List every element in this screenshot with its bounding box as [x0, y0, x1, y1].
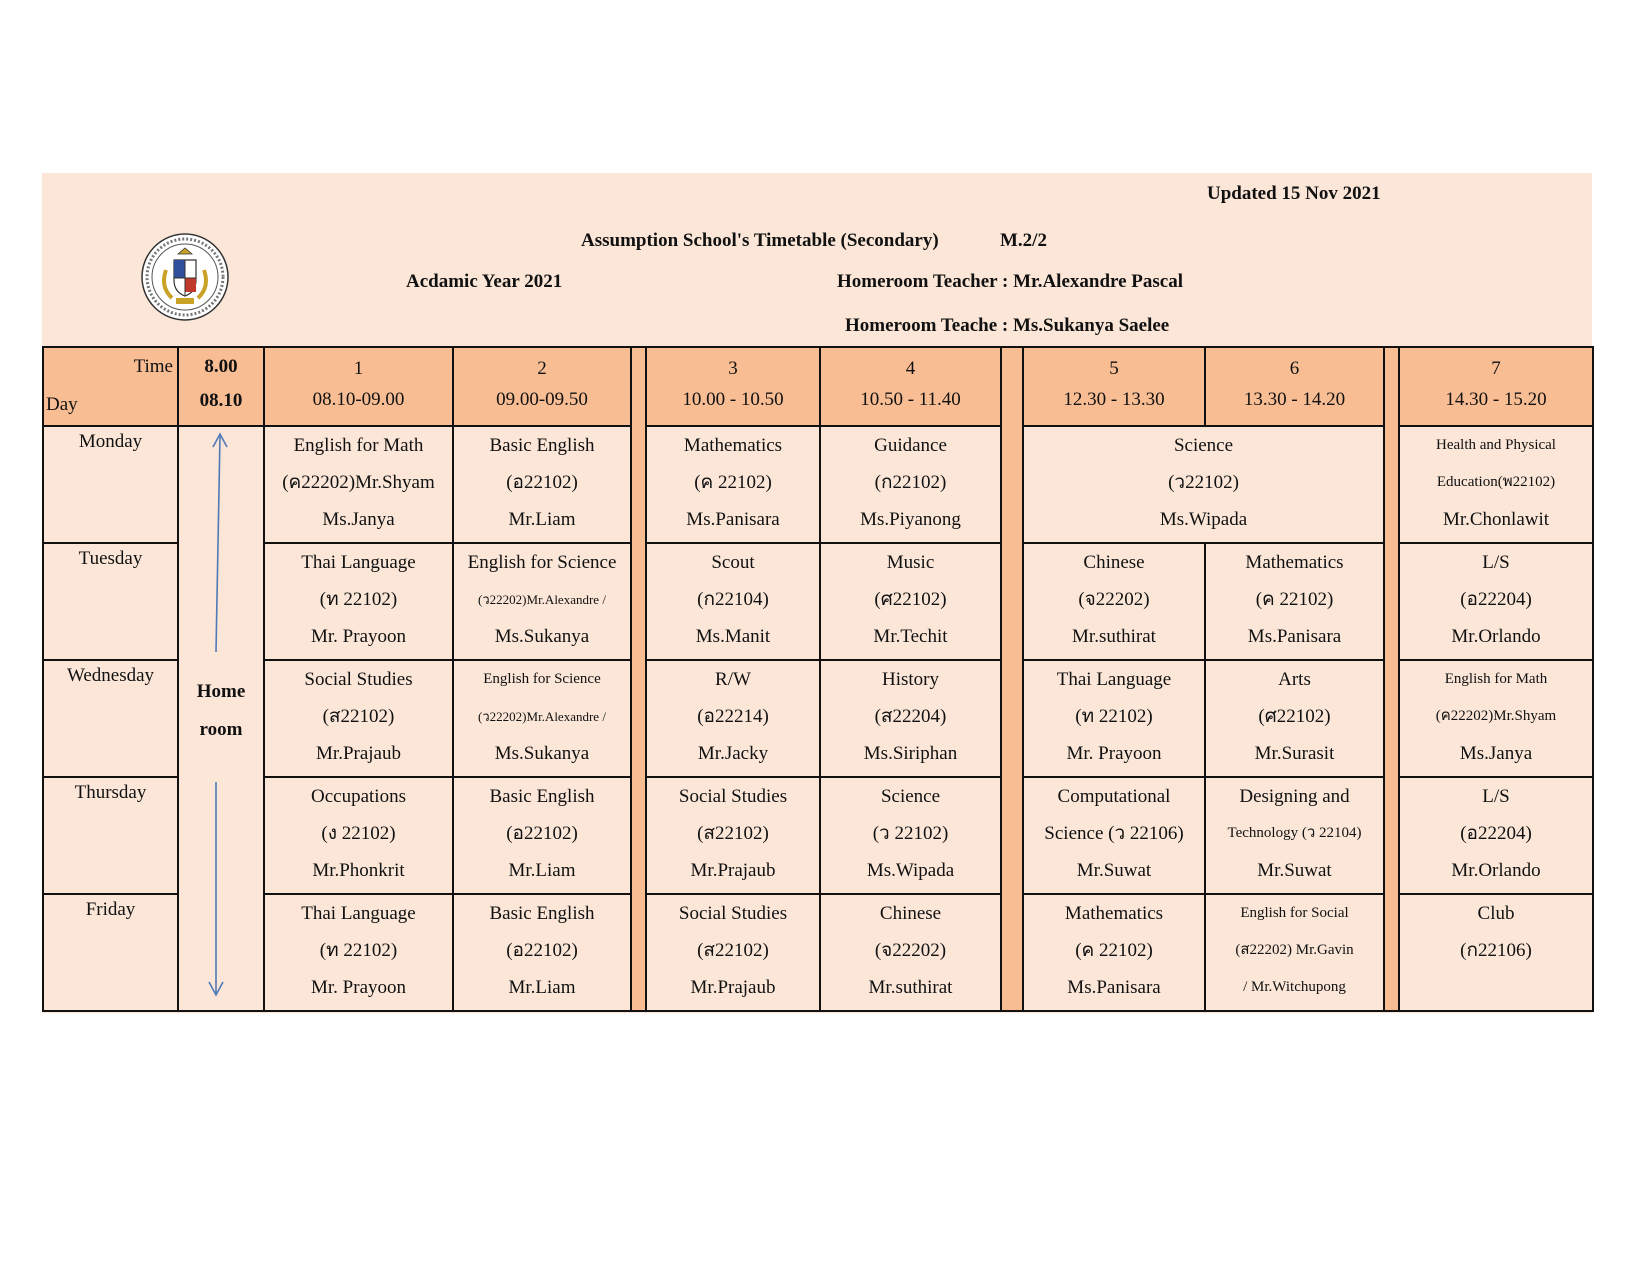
cell-wednesday-p3	[646, 660, 820, 777]
cell-monday-p5-p6	[1023, 426, 1384, 543]
course-code: (ก22102)	[874, 472, 947, 493]
subject: English for Science	[467, 552, 617, 573]
cell-thursday-p6	[1205, 777, 1384, 894]
row-wednesday	[43, 660, 1593, 777]
subject: Designing and	[1239, 786, 1350, 807]
course-code: (ส22204)	[874, 706, 947, 727]
homeroom-time-header	[178, 347, 264, 426]
lunch-gap	[1001, 347, 1023, 1011]
course-code: (ศ22102)	[874, 589, 947, 610]
course-code: (จ22202)	[1078, 589, 1150, 610]
period-header-3	[646, 347, 820, 426]
teacher: Ms.Siriphan	[863, 743, 958, 764]
teacher: Mr. Prayoon	[1066, 743, 1162, 764]
cell-tuesday-p6	[1205, 543, 1384, 660]
cell-monday-p3	[646, 426, 820, 543]
cell-wednesday-p5	[1023, 660, 1205, 777]
day-name	[43, 426, 178, 543]
course-code: (อ22102)	[506, 472, 578, 493]
course-code: Technology (ว 22104)	[1227, 825, 1362, 841]
period-time: 09.00-09.50	[496, 389, 588, 410]
cell-wednesday-p1	[264, 660, 453, 777]
period-time: 14.30 - 15.20	[1445, 389, 1547, 410]
cell-wednesday-p7	[1399, 660, 1593, 777]
subject: Mathematics	[1064, 903, 1164, 924]
teacher: Mr.Chonlawit	[1442, 509, 1550, 530]
cell-friday-p3	[646, 894, 820, 1011]
subject: English for Social	[1240, 905, 1349, 921]
homeroom-start: 8.00	[204, 356, 238, 377]
subject: Thai Language	[301, 903, 416, 924]
timetable	[42, 346, 1594, 1012]
cell-monday-p2	[453, 426, 631, 543]
course-code: (ค 22102)	[1255, 589, 1334, 610]
teacher: Mr.suthirat	[868, 977, 953, 998]
course-code: (ส22202) Mr.Gavin	[1235, 942, 1354, 958]
course-code: Education(พ22102)	[1436, 474, 1556, 490]
cell-thursday-p5	[1023, 777, 1205, 894]
subject: Basic English	[489, 903, 595, 924]
period-number: 4	[905, 358, 916, 379]
teacher: Ms.Janya	[322, 509, 395, 530]
subject: L/S	[1482, 786, 1510, 807]
day-name	[43, 543, 178, 660]
teacher: Mr.Phonkrit	[312, 860, 405, 881]
teacher: Ms.Wipada	[1159, 509, 1248, 530]
teacher: Ms.Sukanya	[494, 626, 590, 647]
subject: L/S	[1482, 552, 1510, 573]
cell-friday-p5	[1023, 894, 1205, 1011]
course-code: (อ22102)	[506, 823, 578, 844]
cell-friday-p2	[453, 894, 631, 1011]
teacher: Ms.Wipada	[866, 860, 955, 881]
period-number: 1	[353, 358, 364, 379]
subject: Chinese	[1083, 552, 1145, 573]
teacher: / Mr.Witchupong	[1243, 979, 1346, 995]
subject: Scout	[711, 552, 755, 573]
cell-tuesday-p1	[264, 543, 453, 660]
cell-friday-p1	[264, 894, 453, 1011]
homeroom-word-1: Home	[196, 681, 246, 702]
course-code: (จ22202)	[874, 940, 947, 961]
homeroom-teacher-1: Homeroom Teacher : Mr.Alexandre Pascal	[837, 271, 1183, 292]
cell-tuesday-p7	[1399, 543, 1593, 660]
teacher: Ms.Piyanong	[860, 509, 961, 530]
teacher: Mr.suthirat	[1072, 626, 1156, 647]
academic-year: Acdamic Year 2021	[406, 271, 563, 292]
subject: Health and Physical	[1436, 437, 1556, 453]
row-thursday	[43, 777, 1593, 894]
subject: Social Studies	[678, 786, 788, 807]
course-code: (ค 22102)	[1075, 940, 1153, 961]
teacher: Mr.Prajaub	[690, 860, 776, 881]
row-friday	[43, 894, 1593, 1011]
cell-tuesday-p3	[646, 543, 820, 660]
row-tuesday	[43, 543, 1593, 660]
cell-friday-p7	[1399, 894, 1593, 1011]
course-code: (ก22104)	[697, 589, 769, 610]
subject: Guidance	[874, 435, 947, 456]
period-time: 13.30 - 14.20	[1243, 389, 1346, 410]
period-number: 5	[1109, 358, 1119, 379]
course-code: (ว 22102)	[872, 823, 949, 844]
course-code: (ค22202)Mr.Shyam	[282, 472, 435, 493]
course-code: (อ22214)	[697, 706, 769, 727]
course-code: (ว22202)Mr.Alexandre /	[478, 709, 606, 724]
subject: Social Studies	[304, 669, 413, 690]
course-code: (ท 22102)	[319, 940, 398, 961]
day-label: Friday	[85, 899, 136, 920]
teacher: Mr.Liam	[508, 860, 576, 881]
cell-monday-p7	[1399, 426, 1593, 543]
teacher: Mr.Orlando	[1451, 626, 1541, 647]
course-code: (อ22204)	[1460, 589, 1532, 610]
day-name	[43, 660, 178, 777]
subject: Club	[1477, 903, 1515, 924]
teacher: Ms.Panisara	[1247, 626, 1342, 647]
period-header-1	[264, 347, 453, 426]
teacher: Mr.Liam	[508, 977, 576, 998]
cell-thursday-p3	[646, 777, 820, 894]
period-number: 2	[537, 358, 547, 379]
cell-friday-p6	[1205, 894, 1384, 1011]
subject: Thai Language	[301, 552, 416, 573]
subject: Social Studies	[678, 903, 788, 924]
subject: Mathematics	[1245, 552, 1344, 573]
period-header-7	[1399, 347, 1593, 426]
teacher: Mr.Prajaub	[316, 743, 401, 764]
teacher: Mr.Suwat	[1076, 860, 1152, 881]
subject: Occupations	[311, 786, 406, 807]
day-label: Thursday	[74, 782, 147, 803]
header-row	[43, 347, 1593, 426]
homeroom-word-2: room	[199, 719, 243, 740]
period-header-5	[1023, 347, 1205, 426]
course-code: (ศ22102)	[1258, 706, 1331, 727]
cell-tuesday-p4	[820, 543, 1001, 660]
period-time: 10.00 - 10.50	[682, 389, 784, 410]
teacher: Mr.Surasit	[1254, 743, 1335, 764]
cell-monday-p1	[264, 426, 453, 543]
course-code: (อ22204)	[1460, 823, 1532, 844]
class-name: M.2/2	[1000, 230, 1047, 251]
course-code: (ก22106)	[1460, 940, 1532, 961]
day-label: Day	[46, 394, 78, 415]
homeroom-column	[178, 426, 264, 1011]
cell-friday-p4	[820, 894, 1001, 1011]
subject: Science	[1173, 435, 1234, 456]
teacher: Ms.Manit	[695, 626, 771, 647]
course-code: (ว22202)Mr.Alexandre /	[478, 592, 606, 607]
subject: R/W	[715, 669, 751, 690]
school-seal-icon	[140, 232, 230, 322]
subject: Chinese	[879, 903, 942, 924]
teacher: Ms.Panisara	[1067, 977, 1161, 998]
course-code: (ง 22102)	[321, 823, 396, 844]
cell-wednesday-p2	[453, 660, 631, 777]
teacher: Ms.Sukanya	[494, 743, 590, 764]
course-code: (ส22102)	[322, 706, 395, 727]
cell-thursday-p7	[1399, 777, 1593, 894]
subject: English for Math	[1444, 671, 1548, 687]
subject: Mathematics	[683, 435, 783, 456]
subject: Basic English	[489, 435, 595, 456]
course-code: (ค 22102)	[694, 472, 772, 493]
subject: English for Math	[293, 435, 424, 456]
cell-thursday-p2	[453, 777, 631, 894]
teacher: Mr. Prayoon	[311, 977, 406, 998]
subject: Computational	[1057, 786, 1171, 807]
period-time: 08.10-09.00	[312, 389, 405, 410]
day-label: Wednesday	[66, 665, 155, 686]
break-gap	[1384, 347, 1399, 1011]
homeroom-end: 08.10	[199, 390, 243, 411]
teacher: Mr. Prayoon	[311, 626, 406, 647]
cell-wednesday-p4	[820, 660, 1001, 777]
row-monday	[43, 426, 1593, 543]
period-time: 12.30 - 13.30	[1063, 389, 1165, 410]
teacher: Mr.Liam	[508, 509, 576, 530]
teacher: Ms.Janya	[1459, 743, 1533, 764]
period-header-6	[1205, 347, 1384, 426]
teacher: Mr.Orlando	[1451, 860, 1541, 881]
teacher: Mr.Techit	[873, 626, 948, 647]
course-code: (ส22102)	[697, 823, 769, 844]
page-title: Assumption School's Timetable (Secondary)	[581, 230, 939, 251]
subject: Music	[886, 552, 935, 573]
day-name	[43, 894, 178, 1011]
course-code: (ส22102)	[697, 940, 769, 961]
subject: English for Science	[483, 671, 601, 687]
subject: Thai Language	[1056, 669, 1172, 690]
teacher: Ms.Panisara	[686, 509, 780, 530]
period-number: 7	[1491, 358, 1501, 379]
period-header-4	[820, 347, 1001, 426]
course-code: (ท 22102)	[319, 589, 398, 610]
period-time: 10.50 - 11.40	[860, 389, 961, 410]
course-code: (ค22202)Mr.Shyam	[1435, 708, 1557, 724]
cell-thursday-p1	[264, 777, 453, 894]
subject: Basic English	[489, 786, 595, 807]
period-number: 6	[1289, 358, 1300, 379]
course-code: (ว22102)	[1168, 472, 1239, 493]
teacher: Mr.Suwat	[1257, 860, 1332, 881]
subject: History	[882, 669, 939, 690]
cell-tuesday-p5	[1023, 543, 1205, 660]
updated-date: Updated 15 Nov 2021	[1207, 183, 1381, 204]
cell-monday-p4	[820, 426, 1001, 543]
day-name	[43, 777, 178, 894]
homeroom-teacher-2: Homeroom Teache : Ms.Sukanya Saelee	[845, 315, 1170, 336]
teacher: Mr.Jacky	[697, 743, 769, 764]
break-gap	[631, 347, 646, 1011]
time-label: Time	[133, 356, 173, 377]
time-day-header	[43, 347, 178, 426]
day-label: Tuesday	[78, 548, 143, 569]
period-number: 3	[728, 358, 738, 379]
course-code: (ท 22102)	[1075, 706, 1153, 727]
day-label: Monday	[78, 431, 143, 452]
cell-wednesday-p6	[1205, 660, 1384, 777]
cell-thursday-p4	[820, 777, 1001, 894]
subject: Science	[880, 786, 941, 807]
teacher: Mr.Prajaub	[690, 977, 776, 998]
cell-tuesday-p2	[453, 543, 631, 660]
period-header-2	[453, 347, 631, 426]
course-code: Science (ว 22106)	[1044, 823, 1184, 844]
course-code: (อ22102)	[506, 940, 578, 961]
subject: Arts	[1278, 669, 1311, 690]
